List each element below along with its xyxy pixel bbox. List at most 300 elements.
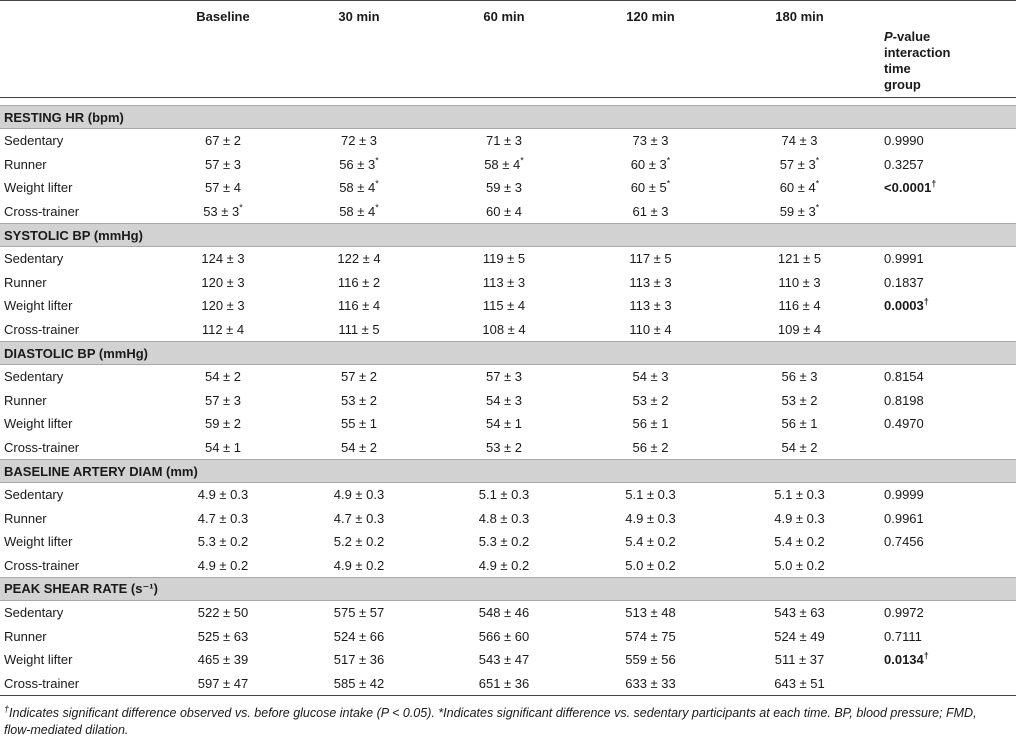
p-value-text: 0.8198 [884,392,924,408]
table-row [0,648,1016,672]
row-label: Runner [4,628,47,644]
header-baseline: Baseline [162,1,284,98]
value-cell [574,129,727,153]
value-text: 60 ± 3 [630,156,667,172]
p-value-cell [872,412,1016,436]
value-cell [727,294,872,318]
significance-star: * [815,202,820,213]
p-value-text: 0.7111 [884,628,922,644]
table-row [0,625,1016,649]
value-cell [162,554,284,578]
value-text: 60 ± 4 [485,203,523,219]
value-cell [434,129,574,153]
header-p-italic: P [884,29,893,44]
section-header-row [0,578,1016,601]
header-p-line3: time [884,61,911,76]
value-cell [284,601,434,625]
value-text: 110 ± 4 [629,321,672,337]
p-value-cell [872,153,1016,177]
value-cell [284,412,434,436]
value-text: 59 ± 3 [485,180,523,196]
p-value-cell [872,672,1016,696]
value-text: 73 ± 3 [632,133,669,149]
value-text: 4.7 ± 0.3 [333,510,385,526]
table-row [0,129,1016,153]
p-value-cell [872,247,1016,271]
value-cell [162,436,284,460]
table-footnote [4,705,1012,739]
significance-star: * [666,178,671,189]
value-cell [727,318,872,342]
value-text: 548 ± 46 [478,605,530,621]
table-row [0,554,1016,578]
value-text: 57 ± 3 [485,369,523,385]
p-value-text: 0.3257 [884,156,924,172]
value-cell [162,530,284,554]
value-cell [162,318,284,342]
row-label: Runner [4,510,47,526]
value-cell [727,365,872,389]
value-text: 53 ± 2 [485,439,523,455]
table-row [0,247,1016,271]
row-label: Cross-trainer [4,203,80,219]
value-text: 517 ± 36 [333,652,385,668]
value-cell [434,200,574,224]
value-cell [284,294,434,318]
value-text: 5.0 ± 0.2 [625,557,676,573]
significance-star: * [815,178,820,189]
value-text: 54 ± 3 [632,369,669,385]
significance-star: * [239,202,243,213]
section-title: SYSTOLIC BP (mmHg) [0,224,1016,247]
value-cell [574,530,727,554]
value-cell [434,483,574,507]
value-text: 119 ± 5 [482,251,526,267]
p-value-cell [872,648,1016,672]
footnote-dagger: † [4,703,10,714]
row-label: Cross-trainer [4,321,80,337]
p-value-cell [872,554,1016,578]
value-cell [162,483,284,507]
value-cell [434,389,574,413]
value-text: 60 ± 5 [630,180,667,196]
value-text: 74 ± 3 [781,133,818,149]
value-text: 56 ± 2 [632,439,669,455]
value-text: 5.3 ± 0.2 [197,534,249,550]
value-text: 543 ± 63 [774,605,825,621]
value-cell [162,601,284,625]
value-text: 651 ± 36 [478,675,530,691]
value-text: 112 ± 4 [201,321,245,337]
value-text: 575 ± 57 [333,605,385,621]
value-text: 58 ± 4 [339,203,376,219]
section-header-row [0,224,1016,247]
p-value-cell [872,483,1016,507]
value-cell [727,412,872,436]
table-row [0,389,1016,413]
value-text: 643 ± 51 [774,675,825,691]
value-cell [284,247,434,271]
value-text: 54 ± 1 [204,439,242,455]
value-text: 59 ± 3 [779,203,816,219]
value-cell [434,318,574,342]
value-text: 633 ± 33 [625,675,676,691]
p-value-cell [872,436,1016,460]
value-cell [162,200,284,224]
value-text: 522 ± 50 [197,605,249,621]
value-text: 54 ± 2 [204,369,242,385]
significance-star: * [666,155,671,166]
value-text: 54 ± 1 [485,416,523,432]
value-text: 115 ± 4 [482,298,526,314]
value-cell [574,153,727,177]
value-cell [434,672,574,696]
value-text: 4.9 ± 0.3 [625,510,676,526]
header-p-rest: -value [892,29,931,44]
value-cell [574,176,727,200]
value-cell [162,153,284,177]
value-cell [727,672,872,696]
p-value-cell [872,625,1016,649]
value-text: 5.1 ± 0.3 [625,487,676,503]
footnote-line2: flow-mediated dilation. [4,723,129,737]
value-text: 5.4 ± 0.2 [625,534,676,550]
table-row [0,294,1016,318]
value-cell [162,247,284,271]
value-text: 566 ± 60 [478,628,530,644]
table-body [0,98,1016,696]
dagger-mark: † [931,178,937,189]
value-text: 108 ± 4 [482,321,526,337]
value-cell [727,648,872,672]
value-text: 4.9 ± 0.3 [197,487,249,503]
value-cell [284,672,434,696]
value-text: 5.3 ± 0.2 [478,534,530,550]
value-text: 5.4 ± 0.2 [774,534,825,550]
p-value-cell [872,365,1016,389]
value-cell [434,153,574,177]
p-value-cell [872,271,1016,295]
value-cell [284,176,434,200]
value-cell [574,625,727,649]
value-cell [162,648,284,672]
value-cell [284,554,434,578]
p-value-cell [872,507,1016,531]
p-value-text: 0.9991 [884,251,924,267]
value-text: 543 ± 47 [478,652,530,668]
p-value-cell [872,530,1016,554]
value-text: 465 ± 39 [197,652,249,668]
value-text: 71 ± 3 [485,133,523,149]
value-cell [162,507,284,531]
value-text: 53 ± 2 [340,392,378,408]
section-header-row [0,106,1016,129]
value-cell [727,271,872,295]
value-cell [162,129,284,153]
value-cell [727,554,872,578]
row-label: Cross-trainer [4,557,80,573]
value-text: 513 ± 48 [625,605,676,621]
header-60-min: 60 min [434,1,574,98]
value-text: 5.0 ± 0.2 [774,557,825,573]
table-row [0,436,1016,460]
value-cell [574,554,727,578]
value-text: 110 ± 3 [778,274,821,290]
value-cell [434,648,574,672]
row-label: Cross-trainer [4,439,80,455]
table-row [0,530,1016,554]
value-text: 58 ± 4 [484,156,521,172]
value-cell [434,247,574,271]
footnote-line1: Indicates significant difference observed vs. before glucose intake (P < 0.05). *Indicates significant difference vs. sedentary participants at each time. BP, blood pressure; FMD, [9,706,977,720]
value-text: 511 ± 37 [774,652,825,668]
value-text: 4.9 ± 0.2 [333,557,385,573]
section-title: BASELINE ARTERY DIAM (mm) [0,460,1016,483]
value-cell [284,365,434,389]
value-cell [434,365,574,389]
value-text: 116 ± 2 [337,274,381,290]
value-text: 524 ± 66 [333,628,385,644]
value-cell [574,483,727,507]
value-cell [727,389,872,413]
value-cell [727,247,872,271]
significance-star: * [375,155,379,166]
value-cell [727,176,872,200]
header-30-min: 30 min [284,1,434,98]
p-value-text: 0.9972 [884,605,924,621]
value-text: 597 ± 47 [197,675,249,691]
value-text: 57 ± 3 [204,156,242,172]
p-value-text: 0.7456 [884,534,924,550]
value-text: 116 ± 4 [337,298,381,314]
value-text: 113 ± 3 [482,274,526,290]
value-cell [574,389,727,413]
row-label: Weight lifter [4,416,73,432]
value-text: 53 ± 2 [781,392,818,408]
table-row [0,200,1016,224]
value-cell [434,294,574,318]
value-text: 57 ± 4 [204,180,242,196]
p-value-cell [872,176,1016,200]
significance-star: * [375,178,379,189]
value-cell [727,507,872,531]
header-120-min: 120 min [574,1,727,98]
value-text: 58 ± 4 [339,180,376,196]
value-text: 5.2 ± 0.2 [333,534,385,550]
value-cell [727,129,872,153]
value-cell [574,294,727,318]
value-cell [574,271,727,295]
value-text: 4.7 ± 0.3 [197,510,249,526]
value-text: 5.1 ± 0.3 [478,487,530,503]
value-text: 4.8 ± 0.3 [478,510,530,526]
table-row [0,412,1016,436]
value-text: 585 ± 42 [333,675,385,691]
value-cell [284,625,434,649]
value-cell [574,200,727,224]
value-cell [727,530,872,554]
value-text: 124 ± 3 [201,251,245,267]
value-cell [162,294,284,318]
value-text: 4.9 ± 0.3 [333,487,385,503]
value-text: 72 ± 3 [340,133,378,149]
value-text: 56 ± 3 [339,156,376,172]
section-header-row [0,342,1016,365]
p-value-text: 0.0003 [884,298,924,314]
p-value-text: 0.0134 [884,652,924,668]
value-text: 53 ± 2 [632,392,669,408]
significance-star: * [520,155,524,166]
p-value-cell [872,601,1016,625]
value-cell [284,153,434,177]
value-cell [284,648,434,672]
dagger-mark: † [923,650,929,661]
value-text: 56 ± 3 [781,369,818,385]
table-row [0,153,1016,177]
value-cell [434,554,574,578]
row-label: Sedentary [4,133,64,149]
value-cell [284,318,434,342]
value-cell [162,176,284,200]
p-value-text: 0.1837 [884,274,924,290]
row-label: Sedentary [4,369,64,385]
table-row [0,176,1016,200]
value-cell [727,153,872,177]
value-cell [284,507,434,531]
value-text: 559 ± 56 [625,652,676,668]
value-text: 4.9 ± 0.2 [197,557,249,573]
value-text: 524 ± 49 [774,628,825,644]
row-label: Sedentary [4,605,64,621]
row-label: Sedentary [4,487,64,503]
value-text: 5.1 ± 0.3 [774,487,825,503]
value-text: 55 ± 1 [340,416,378,432]
table-row [0,601,1016,625]
value-cell [727,436,872,460]
value-cell [434,271,574,295]
value-cell [574,601,727,625]
value-text: 57 ± 3 [779,156,816,172]
row-label: Weight lifter [4,298,73,314]
value-cell [727,601,872,625]
row-label: Runner [4,156,47,172]
value-text: 121 ± 5 [777,251,822,267]
header-p-line2: interaction [884,45,951,60]
value-cell [727,200,872,224]
table-row [0,483,1016,507]
p-value-text: <0.0001 [884,180,932,196]
value-cell [284,436,434,460]
value-text: 54 ± 3 [485,392,523,408]
value-text: 61 ± 3 [632,203,669,219]
value-text: 67 ± 2 [204,133,242,149]
value-cell [434,601,574,625]
header-180-min: 180 min [727,1,872,98]
row-label: Weight lifter [4,534,73,550]
value-cell [284,129,434,153]
value-text: 109 ± 4 [777,321,822,337]
value-cell [574,365,727,389]
value-cell [727,483,872,507]
value-text: 113 ± 3 [629,298,672,314]
value-cell [434,530,574,554]
p-value-text: 0.9961 [884,510,924,526]
value-text: 116 ± 4 [778,298,821,314]
table-row [0,507,1016,531]
value-text: 113 ± 3 [629,274,672,290]
value-cell [574,648,727,672]
value-text: 54 ± 2 [340,439,378,455]
value-text: 120 ± 3 [201,298,245,314]
value-cell [284,200,434,224]
row-label: Cross-trainer [0,672,162,696]
value-cell [284,530,434,554]
value-cell [284,271,434,295]
value-cell [284,389,434,413]
value-cell [434,436,574,460]
value-cell [574,672,727,696]
value-text: 54 ± 2 [781,439,818,455]
value-cell [574,247,727,271]
dagger-mark: † [923,296,929,307]
value-cell [434,176,574,200]
p-value-cell [872,389,1016,413]
value-text: 60 ± 4 [779,180,816,196]
p-value-text: 0.9999 [884,487,924,503]
section-title: DIASTOLIC BP (mmHg) [0,342,1016,365]
value-cell [574,412,727,436]
value-cell [162,389,284,413]
value-text: 4.9 ± 0.3 [774,510,825,526]
value-text: 59 ± 2 [204,416,242,432]
value-text: 56 ± 1 [781,416,818,432]
value-text: 120 ± 3 [201,274,245,290]
significance-star: * [815,155,820,166]
value-text: 122 ± 4 [337,251,381,267]
value-cell [162,625,284,649]
table-row [0,365,1016,389]
row-label: Runner [4,392,47,408]
value-cell [162,365,284,389]
section-title: RESTING HR (bpm) [0,106,1016,129]
table-header-row [0,1,1016,98]
table-row [0,271,1016,295]
value-text: 525 ± 63 [197,628,249,644]
section-header-row [0,460,1016,483]
value-cell [434,625,574,649]
row-label: Sedentary [4,251,64,267]
p-value-cell [872,129,1016,153]
value-cell [162,412,284,436]
header-p-line4: group [884,77,921,92]
value-text: 574 ± 75 [625,628,676,644]
p-value-text: 0.9990 [884,133,924,149]
value-cell [574,507,727,531]
value-text: 56 ± 1 [632,416,669,432]
p-value-cell [872,318,1016,342]
value-cell [162,271,284,295]
p-value-text: 0.4970 [884,416,924,432]
header-empty-cell [0,1,162,98]
value-text: 53 ± 3 [203,203,240,219]
p-value-cell [872,200,1016,224]
table-row [0,672,1016,696]
value-text: 111 ± 5 [338,321,380,337]
value-cell [574,318,727,342]
value-text: 57 ± 3 [204,392,242,408]
section-title: PEAK SHEAR RATE (s⁻¹) [0,578,1016,601]
p-value-cell [872,294,1016,318]
